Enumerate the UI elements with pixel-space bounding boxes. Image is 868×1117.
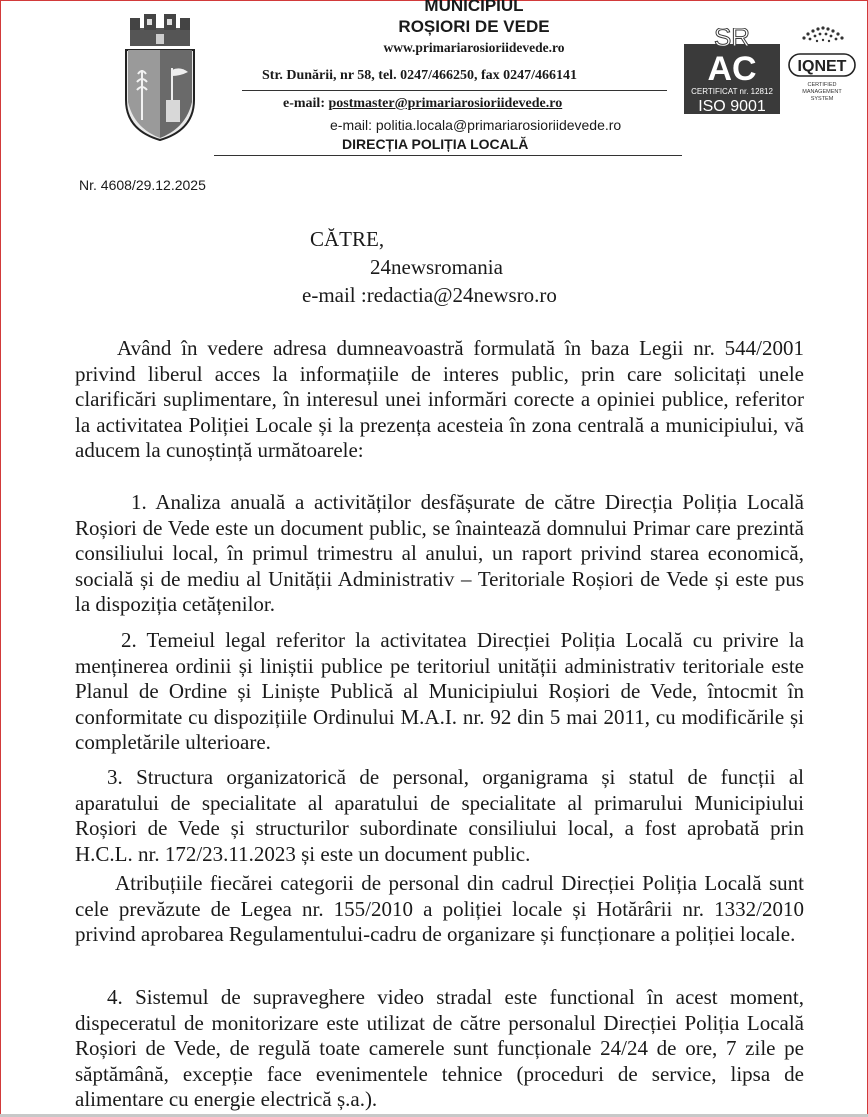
item-2-paragraph: 2. Temeiul legal referitor la activitatea Direcției Poliția Locală cu privire la menținerea ordinii și liniștii publice pe teritoriul unității administrativ teritoriale este Planul de Ordine și Liniște Publică al Municipiului Roșiori de Vede, întocmit în conformitate cu dispozițiile Ordinului M.A.I. nr. 92 din 5 mai 2011, cu modificările și completările ulterioare. [75, 628, 804, 754]
item-4-paragraph: 4. Sistemul de supraveghere video stradal este functional în acest moment, dispeceratul de monitorizare este utilizat de către personalul Direcției Poliția Locală Roșiori de Vede, de regulă toate camerele sunt funcționale 24/24 de ore, 7 zile pe săptămână, excepție face evenimentele tehnice (proceduri de service, lipsa de alimentare cu energie electrică ș.a.). [75, 985, 804, 1111]
iqnet-name-text: IQNET [797, 58, 847, 75]
recipient-label: CĂTRE, [310, 227, 385, 251]
intro-paragraph: Având în vedere adresa dumneavoastră formulată în baza Legii nr. 544/2001 privind liberul acces la informațiile de interes public, prin care solicitați unele clarificări suplimentare, în interesul unei informări corecte a opiniei publice, referitor la activitatea Poliției Locale și la prezența acesteia în zona centrală a municipiului, vă aducem la cunoștință următoarele: [75, 336, 804, 462]
iqnet-badge-icon [788, 24, 856, 106]
registration-number: Nr. 4608/29.12.2025 [79, 177, 206, 193]
srac-top-text: SR [713, 28, 751, 52]
srac-iso-badge-icon [684, 28, 780, 114]
address-line: Str. Dunării, nr 58, tel. 0247/466250, fax 0247/466141 [262, 68, 578, 83]
iqnet-sub2-text: MANAGEMENT [802, 89, 842, 95]
header-divider [242, 90, 667, 91]
main-email-link[interactable]: postmaster@primariarosioriidevede.ro [328, 96, 563, 111]
recipient-email: e-mail :redactia@24newsro.ro [302, 283, 557, 307]
iqnet-sub3-text: SYSTEM [810, 96, 834, 102]
item-1-paragraph: 1. Analiza anuală a activităților desfășurate de către Direcția Poliția Locală Roșiori de Vede este un document public, se înaintează domnului Primar care prezintă consiliului local, în primul trimestru al anului, un raport privind starea economică, socială și de mediu al Unității Administrativ – Teritoriale Roșiori de Vede și este pus la dispoziția cetățenilor. [75, 490, 804, 616]
iqnet-sub1-text: CERTIFIED [807, 82, 837, 88]
item-3-continuation-paragraph: Atribuțiile fiecărei categorii de personal din cadrul Direcției Poliția Locală sunt cele prevăzute de Legea nr. 155/2010 a poliției locale și Hotărârii nr. 1332/2010 privind aprobarea Regulamentului-cadru de organizare și funcționare a poliției locale. [75, 871, 804, 946]
srac-certificate-text: CERTIFICAT nr. 12812 [691, 87, 773, 96]
department-name: DIRECȚIA POLIȚIA LOCALĂ [342, 136, 529, 152]
city-name: ROȘIORI DE VEDE [398, 17, 550, 36]
recipient-name: 24newsromania [370, 255, 503, 279]
item-3-paragraph: 3. Structura organizatorică de personal, organigrama și statul de funcții al aparatului de specialitate al aparatului de specialitate al primarului Municipiului Roșiori de Vede și structurilor subordinate consiliului local, a fost aprobată prin H.C.L. nr. 172/23.11.2023 și este un document public. [75, 765, 804, 866]
main-email-line [283, 96, 562, 112]
srac-mid-text: AC [707, 50, 757, 88]
website-link[interactable]: www.primariarosioriidevede.ro [383, 40, 565, 55]
srac-iso-text: ISO 9001 [698, 98, 766, 114]
email-prefix: e-mail: [283, 96, 329, 111]
department-divider [214, 155, 682, 156]
municipality-label: MUNICIPIUL [424, 0, 524, 15]
police-email-line: e-mail: politia.locala@primariarosioriidevede.ro [330, 117, 622, 133]
